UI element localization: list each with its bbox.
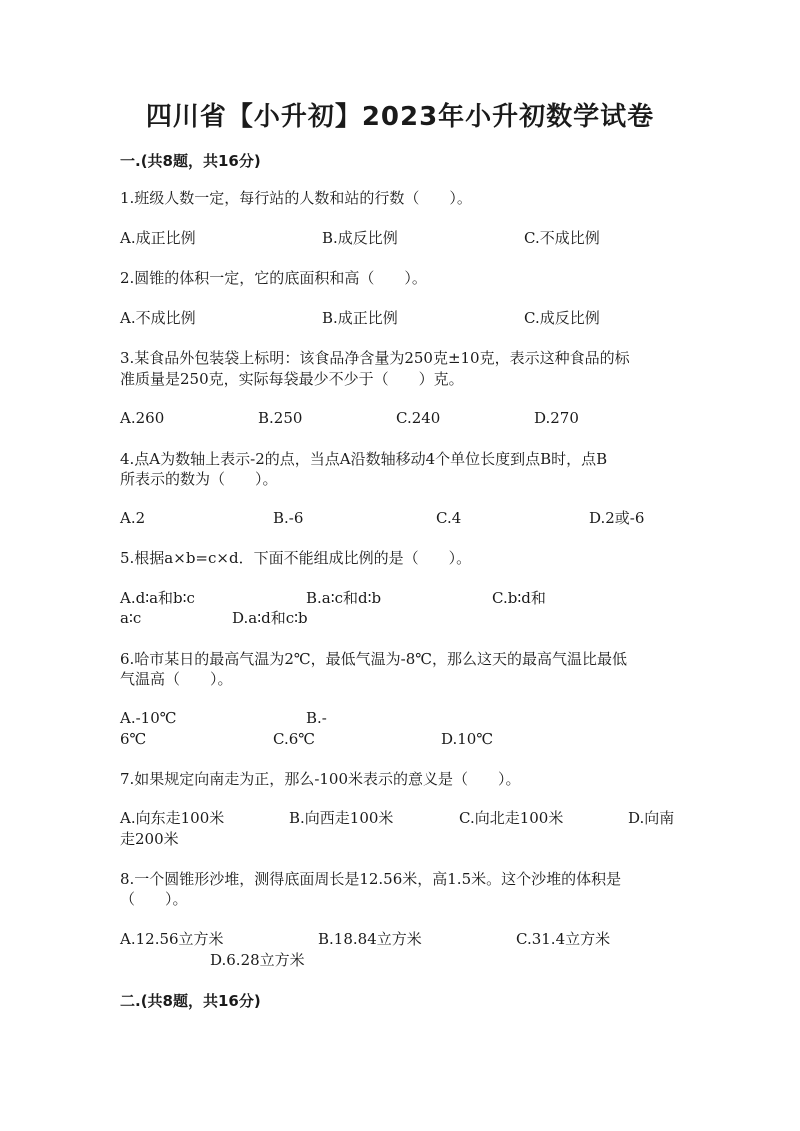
q2-option-c: C.成反比例 bbox=[524, 309, 600, 327]
q1-option-c: C.不成比例 bbox=[524, 229, 600, 247]
question-1: 1.班级人数一定，每行站的人数和站的行数（ ）。 bbox=[120, 189, 472, 207]
q5-option-c-continued: a∶c bbox=[120, 609, 142, 627]
q3-option-c: C.240 bbox=[396, 409, 441, 427]
q7-option-a: A.向东走100米 bbox=[120, 809, 225, 827]
q6-option-a: A.-10℃ bbox=[120, 709, 177, 727]
q7-option-d: D.向南 bbox=[628, 809, 675, 827]
q6-option-b-continued: 6℃ bbox=[120, 730, 147, 748]
q4-option-d: D.2或-6 bbox=[589, 509, 645, 527]
question-4-line-2: 所表示的数为（ ）。 bbox=[120, 470, 278, 488]
q1-option-a: A.成正比例 bbox=[120, 229, 196, 247]
q5-option-b: B.a∶c和d∶b bbox=[306, 589, 382, 607]
question-6-line-2: 气温高（ ）。 bbox=[120, 670, 233, 688]
q5-option-a: A.d∶a和b∶c bbox=[120, 589, 195, 607]
q7-option-d-continued: 走200米 bbox=[120, 830, 179, 848]
q3-option-d: D.270 bbox=[534, 409, 579, 427]
q1-option-b: B.成反比例 bbox=[322, 229, 398, 247]
q7-option-b: B.向西走100米 bbox=[289, 809, 394, 827]
q6-option-c: C.6℃ bbox=[273, 730, 316, 748]
question-7: 7.如果规定向南走为正，那么-100米表示的意义是（ ）。 bbox=[120, 770, 521, 788]
q4-option-c: C.4 bbox=[436, 509, 462, 527]
question-3-line-2: 准质量是250克，实际每袋最少不少于（ ）克。 bbox=[120, 370, 464, 388]
q8-option-b: B.18.84立方米 bbox=[318, 930, 422, 948]
q5-option-d: D.a∶d和c∶b bbox=[232, 609, 308, 627]
question-2: 2.圆锥的体积一定，它的底面积和高（ ）。 bbox=[120, 269, 427, 287]
q7-option-c: C.向北走100米 bbox=[459, 809, 564, 827]
question-8-line-2: （ ）。 bbox=[120, 890, 188, 908]
q2-option-b: B.成正比例 bbox=[322, 309, 398, 327]
q4-option-b: B.-6 bbox=[273, 509, 304, 527]
question-5: 5.根据a×b=c×d．下面不能组成比例的是（ ）。 bbox=[120, 549, 472, 567]
q3-option-a: A.260 bbox=[120, 409, 165, 427]
q8-option-a: A.12.56立方米 bbox=[120, 930, 224, 948]
question-4-line-1: 4.点A为数轴上表示-2的点，当点A沿数轴移动4个单位长度到点B时，点B bbox=[120, 450, 608, 468]
q5-option-c: C.b∶d和 bbox=[492, 589, 546, 607]
q6-option-b: B.- bbox=[306, 709, 327, 727]
question-6-line-1: 6.哈市某日的最高气温为2℃，最低气温为-8℃，那么这天的最高气温比最低 bbox=[120, 650, 628, 668]
question-3-line-1: 3.某食品外包装袋上标明：该食品净含量为250克±10克，表示这种食品的标 bbox=[120, 349, 630, 367]
q2-option-a: A.不成比例 bbox=[120, 309, 196, 327]
q6-option-d: D.10℃ bbox=[441, 730, 494, 748]
section-heading-1: 一.(共8题，共16分) bbox=[120, 152, 261, 170]
q8-option-d: D.6.28立方米 bbox=[210, 951, 305, 969]
page-title: 四川省【小升初】2023年小升初数学试卷 bbox=[145, 102, 655, 132]
q4-option-a: A.2 bbox=[120, 509, 146, 527]
section-heading-2: 二.(共8题，共16分) bbox=[120, 992, 261, 1010]
q3-option-b: B.250 bbox=[258, 409, 303, 427]
question-8-line-1: 8.一个圆锥形沙堆，测得底面周长是12.56米，高1.5米。这个沙堆的体积是 bbox=[120, 870, 622, 888]
q8-option-c: C.31.4立方米 bbox=[516, 930, 611, 948]
